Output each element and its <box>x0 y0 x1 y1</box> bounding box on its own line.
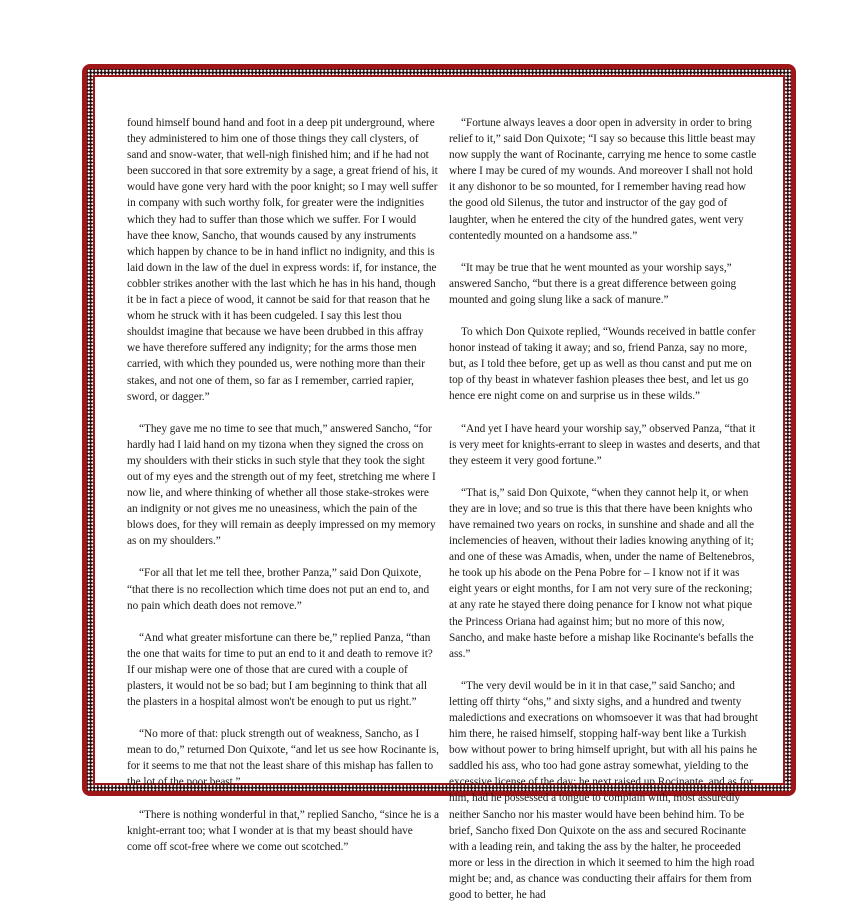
paragraph: “It may be true that he went mounted as your worship says,” answered Sancho, “but there is a great difference between going mounted and going slung like a sack of manure.” <box>449 261 737 306</box>
right-column <box>449 115 761 902</box>
paragraph: “That is,” said Don Quixote, “when they cannot help it, or when they are in love; and so true is this that there have been knights who have remained two years on rocks, in sunshine and shade and all the inclemencies of heaven, without their ladies knowing anything of it; and one of these was Amadis, when, under the name of Beltenebros, he took up his abode on the Pena Pobre for – I know not if it was eight years or eight months, for I am not very sure of the reckoning; at any rate he stayed there doing penance for I know not what pique the Princess Oriana had against him; but no more of this now, Sancho, and make haste before a mishap like Rocinante's befalls the ass.” <box>449 486 755 660</box>
paragraph: “There is nothing wonderful in that,” replied Sancho, “since he is a knight-errant too; what I wonder at is that my beast should have come off scot-free where we come out scotched.” <box>127 808 439 853</box>
page-border-frame <box>82 64 796 902</box>
paragraph: To which Don Quixote replied, “Wounds received in battle confer honor instead of taking it away; and so, friend Panza, say no more, but, as I told thee before, get up as well as thou canst and put me on top of thy beast in whatever fashion pleases thee best, and let us go hence ere night come on and surprise us in these wilds.” <box>449 326 756 403</box>
inner-border <box>93 75 785 902</box>
left-column <box>127 115 439 853</box>
paragraph: “And yet I have heard your worship say,” observed Panza, “that it is very meet for knights-errant to sleep in wastes and deserts, and that they esteem it very good fortune.” <box>449 422 761 467</box>
paragraph: “The very devil would be in it in that case,” said Sancho; and letting off thirty “ohs,” and sixty sighs, and a hundred and twenty maledictions and execrations on whomsoever it was that had brought him there, he raised himself, stopping half-way bent like a Turkish bow without power to bring himself upright, but with all his pains he saddled his ass, who too had gone astray somewhat, yielding to the excessive license of the day; he next raised up Rocinante, and as for him, had he possessed a tongue to complain with, most assuredly neither Sancho nor his master would have been behind him. To be brief, Sancho fixed Don Quixote on the ass and secured Rocinante with a leading rein, and taking the ass by the halter, he proceeded more or less in the direction in which it seemed to him the high road might be; and, as chance was conducting their affairs for them from good to better, he had <box>449 679 758 902</box>
paragraph: “They gave me no time to see that much,” answered Sancho, “for hardly had I laid hand on my tizona when they signed the cross on my shoulders with their sticks in such style that they took the sight out of my eyes and the strength out of my feet, stretching me where I now lie, and where thinking of whether all those stake-strokes were an indignity or not gives me no uneasiness, which the pain of the blows does, for they will remain as deeply impressed on my memory as on my shoulders.” <box>127 422 436 548</box>
paragraph: “Fortune always leaves a door open in adversity in order to bring relief to it,” said Don Quixote; “I say so because this little beast may now supply the want of Rocinante, carrying me hence to some castle where I may be cured of my wounds. And moreover I shall not hold it any dishonor to be so mounted, for I remember having read how the good old Silenus, the tutor and instructor of the gay god of laughter, when he entered the city of the hundred gates, went very contentedly mounted on a handsome ass.” <box>449 117 757 242</box>
paragraph: “And what greater misfortune can there be,” replied Panza, “than the one that waits for time to put an end to it and death to remove it? If our mishap were one of those that are cured with a couple of plasters, it would not be so bad; but I am beginning to think that all the plasters in a hospital almost won't be enough to put us right.” <box>127 631 433 709</box>
book-page <box>95 77 783 902</box>
paragraph: “For all that let me tell thee, brother Panza,” said Don Quixote, “that there is no recollection which time does not put an end to, and no pain which death does not remove.” <box>127 567 430 612</box>
paragraph: found himself bound hand and foot in a deep pit underground, where they administered to him one of those things they call clysters, of sand and snow-water, that well-nigh finished him; and if he had not been succored in that sore extremity by a sage, a great friend of his, it would have gone very hard with the poor knight; so I may well suffer in company with such worthy folk, for greater were the indignities which they had to suffer than those which we suffer. For I would have thee know, Sancho, that wounds caused by any instruments which happen by chance to be in hand inflict no indignity, and this is laid down in the law of the duel in express words: if, for instance, the cobbler strikes another with the last which he has in his hand, though it be in fact a piece of wood, it cannot be said for that reason that he whom he struck with it has been cudgeled. I say this lest thou shouldst imagine that because we have been drubbed in this affray we have therefore suffered any indignity; for the arms those men carried, with which they pounded us, were nothing more than their stakes, and not one of them, so far as I remember, carried rapier, sword, or dagger.” <box>127 117 438 403</box>
dotted-border <box>87 69 791 902</box>
paragraph: “No more of that: pluck strength out of weakness, Sancho, as I mean to do,” returned Don Quixote, “and let us see how Rocinante is, for it seems to me that not the least share of this mishap has fallen to the lot of the poor beast.” <box>127 728 439 789</box>
